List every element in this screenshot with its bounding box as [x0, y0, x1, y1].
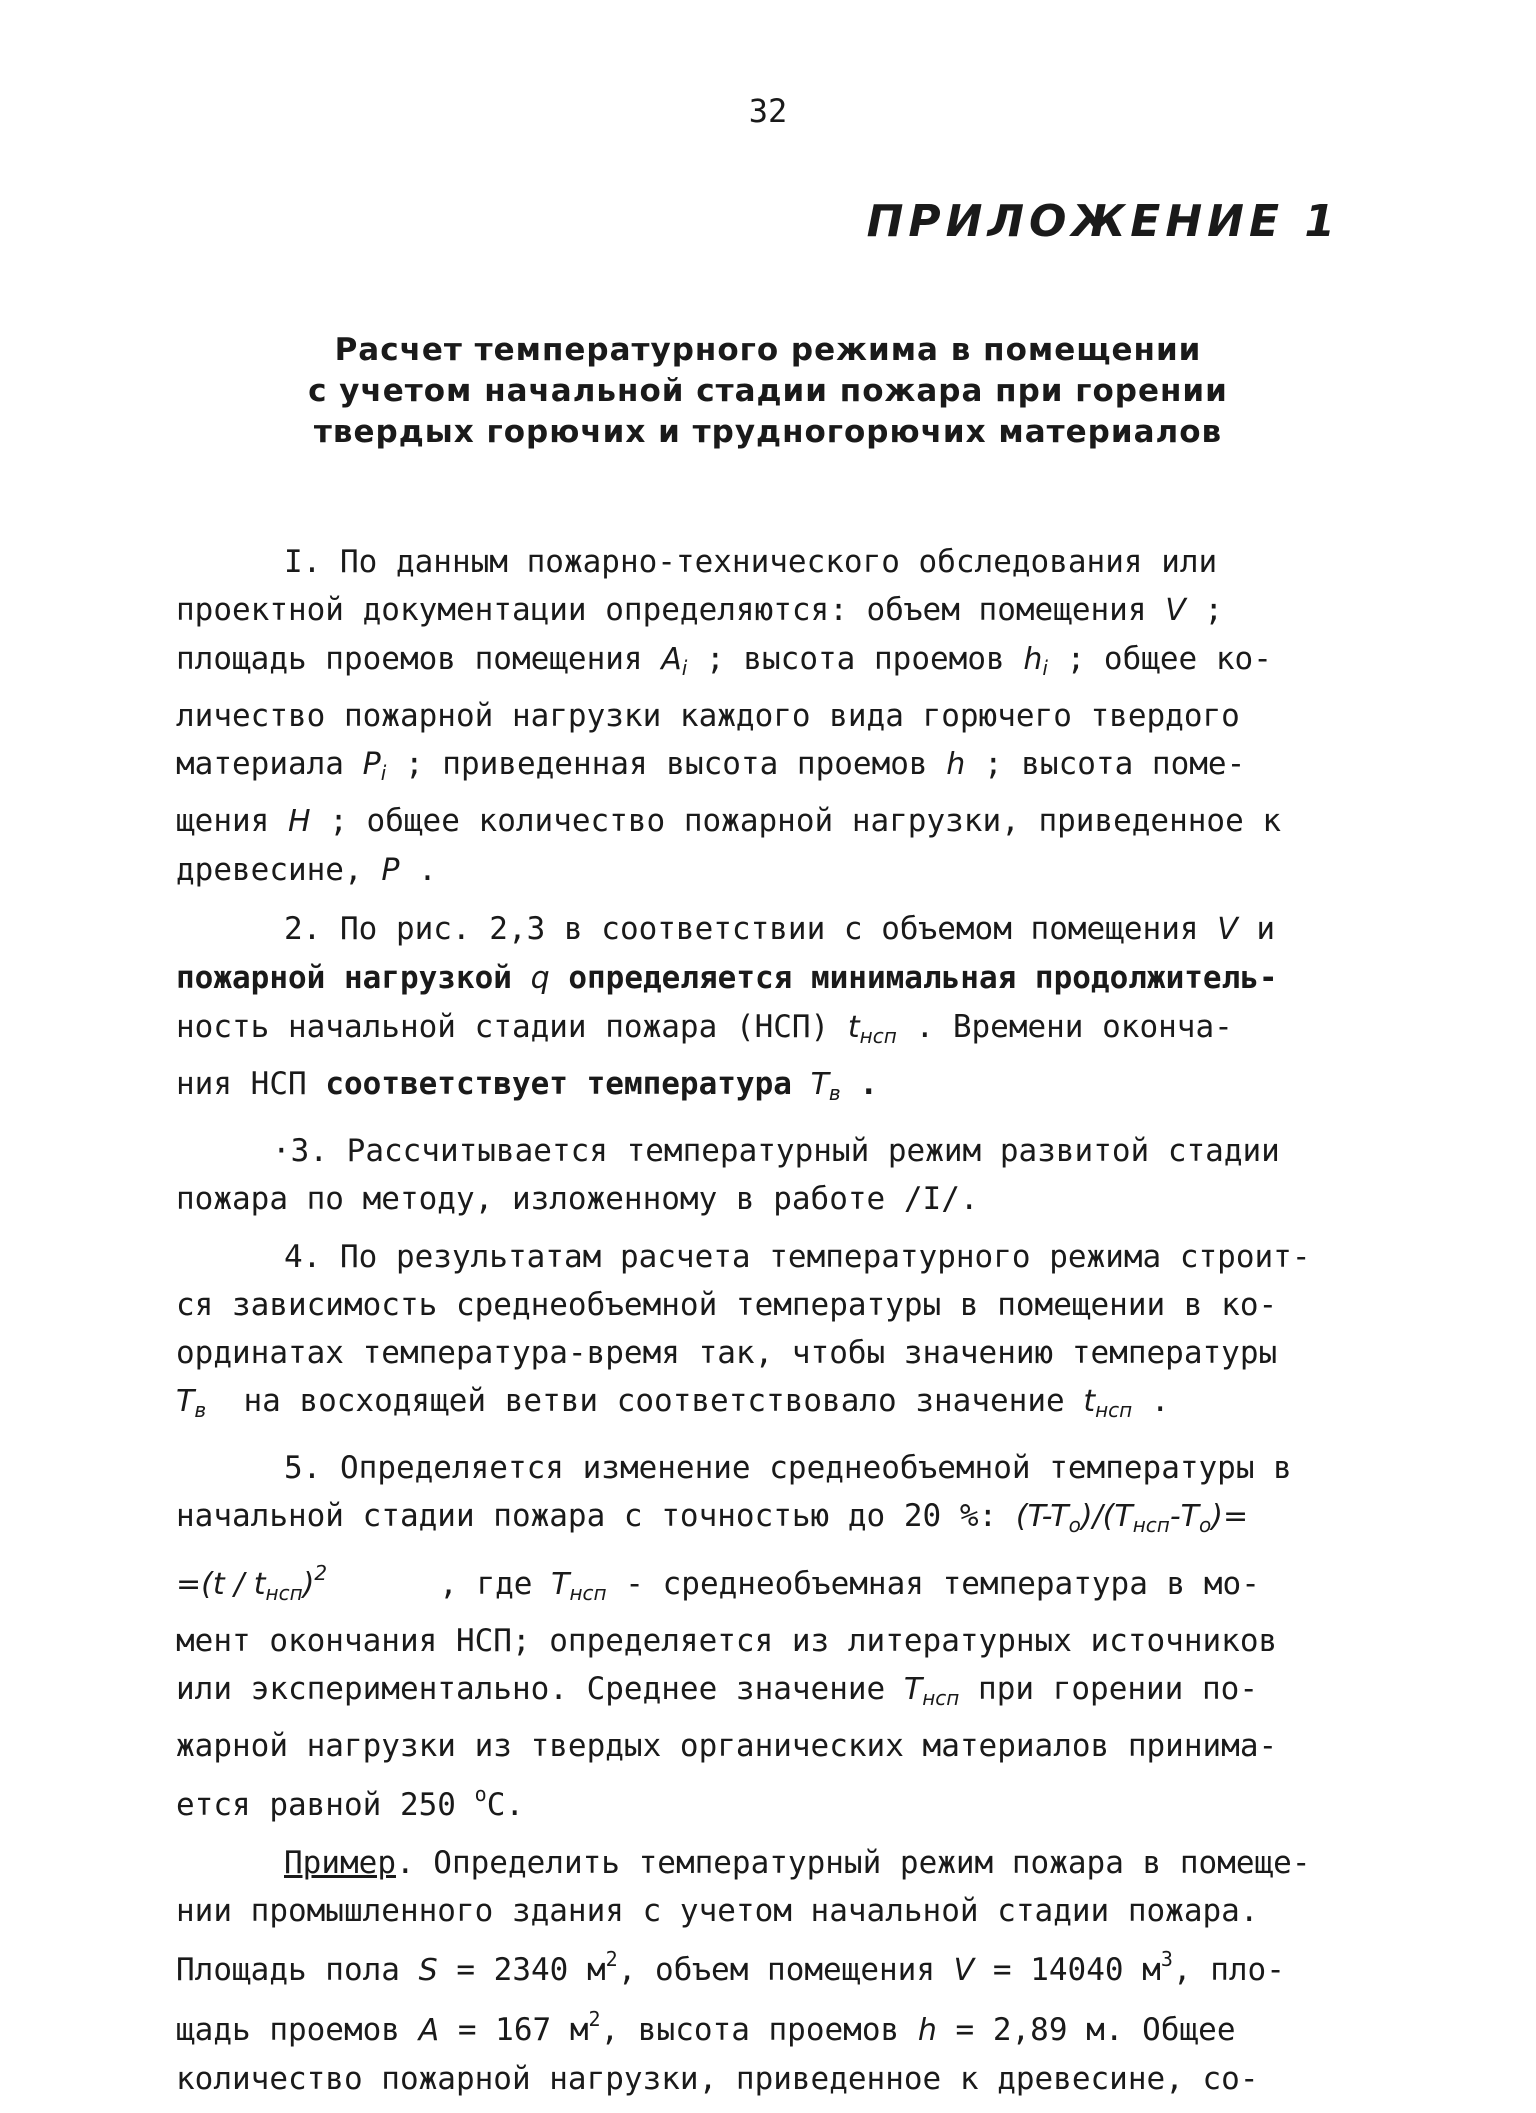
page-number: 32: [748, 92, 788, 130]
variable: A: [661, 642, 682, 677]
variable: q: [530, 961, 550, 996]
variable: S: [418, 1953, 438, 1988]
appendix-heading: ПРИЛОЖЕНИЕ 1: [866, 196, 1340, 247]
variable: h: [1023, 642, 1043, 677]
text-line: пожара по методу, изложенному в работе /I/.: [176, 1181, 979, 1217]
text-line: щадь проемов A = 167 $м^2$, высота проемов h = 2,89 м. Общее: [176, 2007, 1236, 2048]
document-body: [176, 538, 1376, 2113]
text-line: щения H ; общее количество пожарной нагрузки, приведенное к: [176, 803, 1282, 839]
variable: h: [917, 2013, 937, 2048]
text-line: Площадь пола S = 2340 $м^2$, объем помещения V = 14040 $м^3$, пло-: [176, 1947, 1285, 1988]
variable: P: [381, 853, 400, 888]
text-line: ся зависимость среднеобъемной температуры в помещении в ко-: [176, 1287, 1278, 1323]
variable: h: [946, 747, 966, 782]
formula: $=(t / t_{нсп})^2$: [176, 1561, 328, 1605]
paragraph-2: [176, 905, 1376, 1117]
text-line: 5. Определяется изменение среднеобъемной температуры в: [284, 1450, 1292, 1486]
text-line: количество пожарной нагрузки, приведенное к древесине, со-: [176, 2061, 1259, 2097]
text-line: мент окончания НСП; определяется из литературных источников: [176, 1623, 1278, 1659]
variable: V: [953, 1953, 975, 1988]
text-line: ность начальной стадии пожара (НСП) $t_{нсп}$ . Времени оконча-: [176, 1009, 1233, 1048]
text-line: ется равной 250 $^o$С.: [176, 1782, 525, 1823]
section-title: [0, 330, 1536, 453]
text-line: нии промышленного здания с учетом начальной стадии пожара.: [176, 1893, 1259, 1929]
paragraph-3: [176, 1127, 1376, 1223]
example-label: Пример: [284, 1845, 396, 1881]
text-line: I. По данным пожарно-технического обследования или: [284, 544, 1218, 580]
text-line: ния НСП соответствует температура $T_в$ .: [176, 1066, 879, 1105]
text-line: начальной стадии пожара с точностью до 20 %: $(T-T_o)/(T_{нсп}-T_o)=$: [176, 1498, 1249, 1537]
text-line: ·3. Рассчитывается температурный режим развитой стадии: [272, 1133, 1280, 1169]
paragraph-4: [176, 1233, 1376, 1434]
variable: V: [1165, 593, 1186, 628]
text-line: $=(t / t_{нсп})^2$ , где $T_{нсп}$ - среднеобъемная температура в мо-: [176, 1561, 1260, 1605]
text-line: ординатах температура-время так, чтобы значению температуры: [176, 1335, 1278, 1371]
variable: H: [288, 804, 311, 839]
variable: A: [418, 2013, 440, 2048]
text-line: площадь проемов помещения $A_i$ ; высота проемов $h_i$ ; общее ко-: [176, 641, 1272, 680]
text-line: материала $P_i$ ; приведенная высота проемов h ; высота поме-: [176, 746, 1246, 785]
text-line: древесине, P .: [176, 852, 437, 888]
variable: T: [810, 1067, 829, 1102]
title-line: Расчет температурного режима в помещении: [334, 332, 1202, 368]
paragraph-example: [176, 1839, 1376, 2103]
text-line: Пример. Определить температурный режим пожара в помеще-: [284, 1845, 1311, 1881]
paragraph-5: [176, 1444, 1376, 1829]
text-line: проектной документации определяются: объем помещения V ;: [176, 592, 1224, 628]
paragraph-1: [176, 538, 1376, 895]
text-line: пожарной нагрузкой q определяется минимальная продолжитель-: [176, 960, 1278, 996]
text-line: или экспериментально. Среднее значение $T_{нсп}$ при горении по-: [176, 1671, 1259, 1710]
variable: t: [847, 1010, 860, 1045]
text-line: личество пожарной нагрузки каждого вида горючего твердого: [176, 698, 1240, 734]
text-line: 4. По результатам расчета температурного режима строит-: [284, 1239, 1311, 1275]
variable: T: [176, 1384, 195, 1419]
variable: V: [1217, 912, 1238, 947]
title-line: с учетом начальной стадии пожара при горении: [308, 373, 1228, 409]
text-line: жарной нагрузки из твердых органических материалов принима-: [176, 1728, 1278, 1764]
title-line: твердых горючих и трудногорючих материалов: [313, 414, 1223, 450]
formula: $(T-T_o)/(T_{нсп}-T_o)=$: [1015, 1499, 1249, 1537]
variable: T: [903, 1672, 923, 1707]
text-line: $T_в$ на восходящей ветви соответствовало значение $t_{нсп}$ .: [176, 1383, 1170, 1422]
variable: t: [1083, 1384, 1096, 1419]
text-line: 2. По рис. 2,3 в соответствии с объемом помещения V и: [284, 911, 1276, 947]
variable: P: [362, 747, 381, 782]
variable: T: [551, 1567, 570, 1602]
